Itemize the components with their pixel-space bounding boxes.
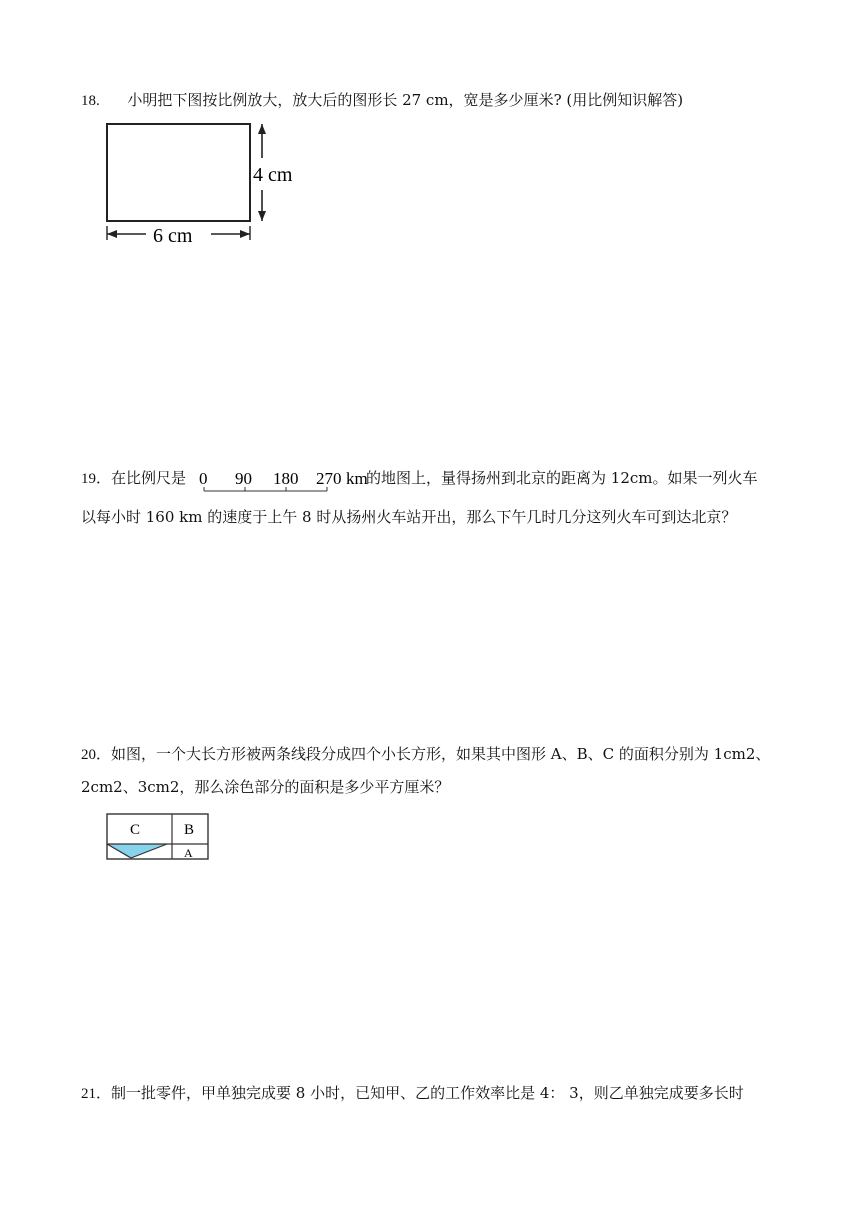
width-label: 6 cm <box>153 225 193 247</box>
question-number: 21． <box>81 1086 112 1102</box>
question-19-line-1 <box>81 468 758 489</box>
scale-tick-label: 90 <box>235 469 252 488</box>
question-20-line-1 <box>81 744 770 765</box>
question-19-line-2: 以每小时 160 km 的速度于上午 8 时从扬州火车站开出，那么下午几时几分这列火车可到达北京？ <box>81 508 737 526</box>
question-number: 18. <box>81 93 100 109</box>
map-scale-bar <box>196 462 376 496</box>
scale-tick-label: 180 <box>273 469 299 488</box>
scale-tick-label: 270 <box>316 469 342 488</box>
scale-tick-label: 0 <box>199 469 208 488</box>
question-text: 小明把下图按比例放大，放大后的图形长 27 cm，宽是多少厘米? (用比例知识解答) <box>127 91 684 109</box>
scale-unit-label: km <box>346 469 368 488</box>
question-20-line-2: 2cm2、3cm2，那么涂色部分的面积是多少平方厘米？ <box>81 778 450 796</box>
rectangle-division-figure <box>104 811 212 863</box>
question-text-after-scale: 的地图上，量得扬州到北京的距离为 12cm。如果一列火车 <box>366 469 758 487</box>
height-label: 4 cm <box>253 164 293 186</box>
rectangle-shape <box>107 124 250 221</box>
question-number: 19． <box>81 471 112 487</box>
arrow-right-icon <box>240 230 250 238</box>
arrow-left-icon <box>107 230 117 238</box>
region-label-c: C <box>130 822 141 838</box>
question-number: 20． <box>81 747 112 763</box>
question-21 <box>81 1083 744 1104</box>
arrow-down-icon <box>258 211 266 221</box>
question-text: 制一批零件，甲单独完成要 8 小时，已知甲、乙的工作效率比是 4： 3，则乙单独完成要多长时 <box>111 1084 744 1102</box>
region-label-b: B <box>184 822 195 838</box>
question-text: 如图，一个大长方形被两条线段分成四个小长方形，如果其中图形 A、B、C 的面积分别为 1cm2、 <box>111 745 771 763</box>
question-text-before-scale: 在比例尺是 <box>111 469 187 487</box>
arrow-up-icon <box>258 124 266 134</box>
question-18 <box>81 90 683 111</box>
region-label-a: A <box>184 846 193 860</box>
rectangle-figure <box>100 118 310 248</box>
